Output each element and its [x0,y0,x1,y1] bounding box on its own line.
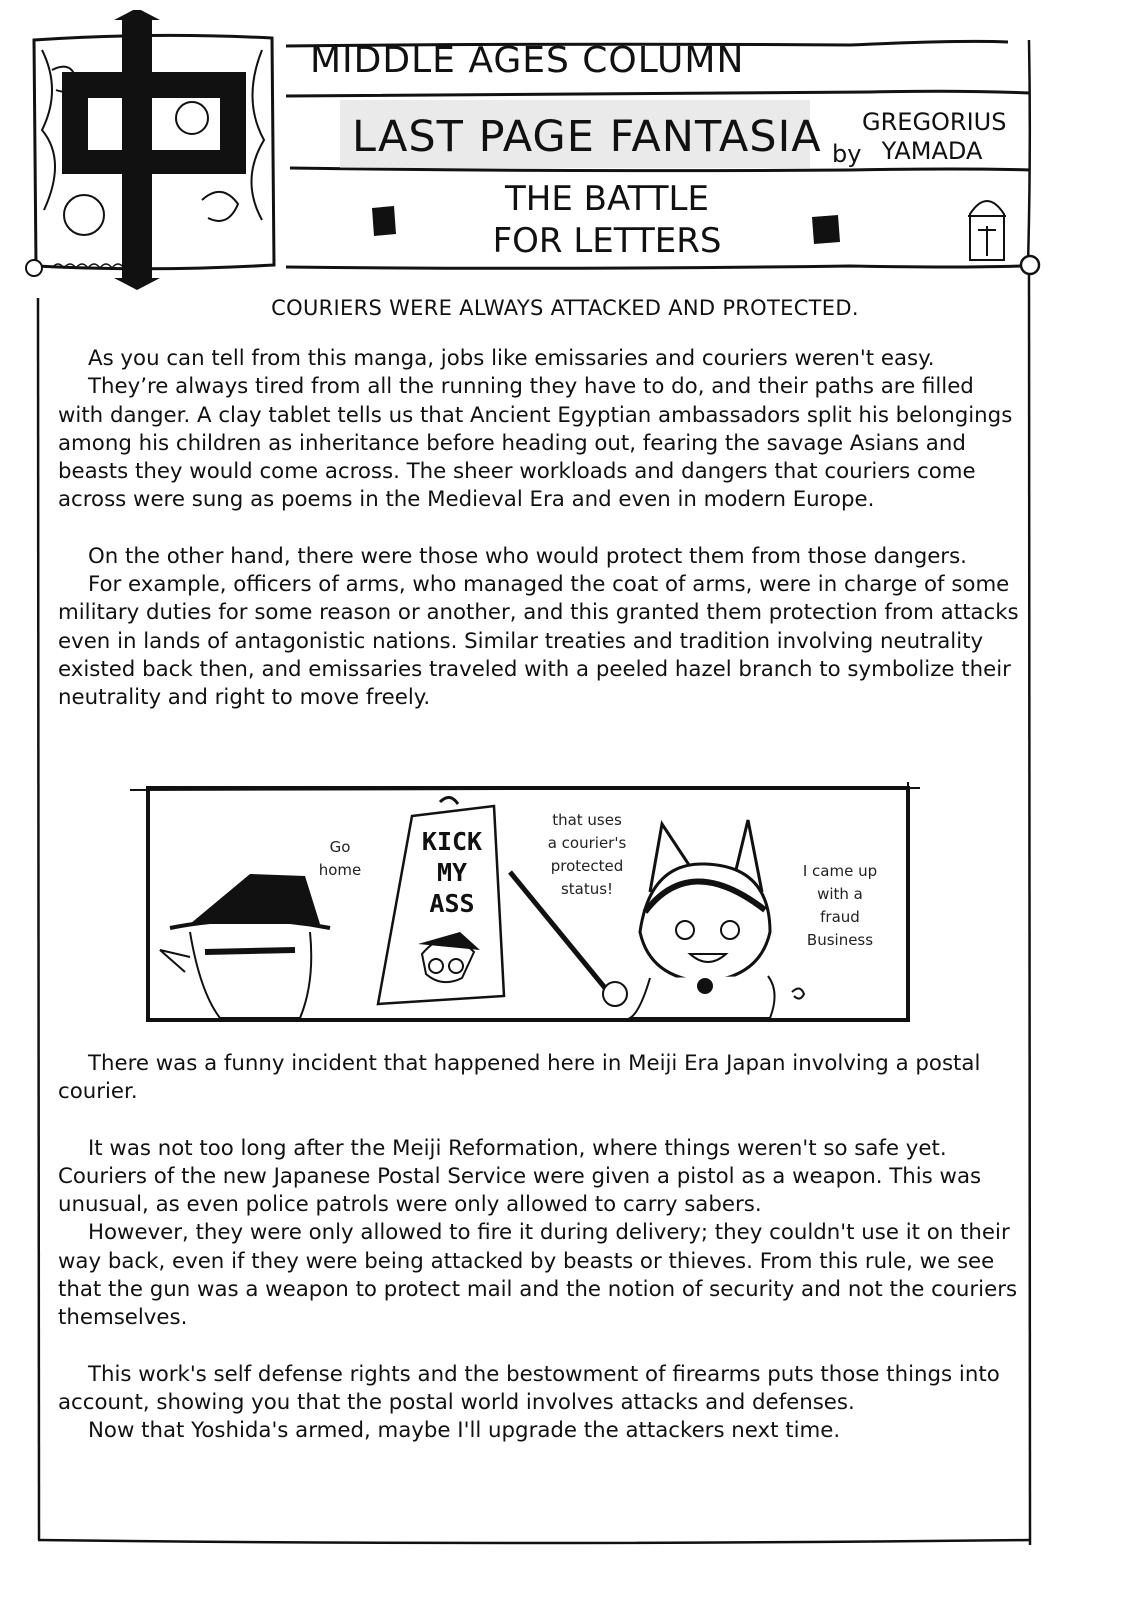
section-subheading: COURIERS WERE ALWAYS ATTACKED AND PROTECTED. [271,296,859,320]
illuminated-initial-logo [22,10,284,290]
subtitle-line-2: FOR LETTERS [492,221,722,261]
sign-kick-my-ass [410,826,494,919]
speech-text: fraud [820,908,860,926]
speech-text: home [318,861,362,879]
main-title: LAST PAGE FANTASIA [352,112,822,162]
paragraph: They’re always tired from all the running they have to do, and their paths are filled with danger. A clay tablet tells us that Ancient Egyptian ambassadors split his belongings among his children as inheritance before heading out, fearing the savage Asians and beasts they would come across. The sheer workloads and dangers that couriers come across were sung as poems in the Medieval Era and even in modern Europe. [58,374,1013,513]
speech-text: Go [329,838,351,856]
paragraph: For example, officers of arms, who managed the coat of arms, were in charge of some military duties for some reason or another, and this granted them protection from attacks even in lands of antagonistic nations. Similar treaties and tradition involving neutrality existed back then, and emissaries traveled with a peeled hazel branch to symbolize their neutrality and right to move freely. [58,572,1019,711]
author-name [862,108,1007,166]
paragraph: This work's self defense rights and the bestowment of firearms puts those things into account, showing you that the postal world involves attacks and defenses. [58,1361,1000,1415]
speech-text: that uses [552,811,622,829]
speech-text: I came up [802,862,878,880]
column-title: MIDDLE AGES COLUMN [310,40,745,81]
speech-protected-status [528,809,646,901]
author-line-1: GREGORIUS [862,108,1007,136]
article-body-part-2 [58,1050,1023,1446]
paragraph: On the other hand, there were those who would protect them from those dangers. [88,543,967,569]
paragraph: However, they were only allowed to fire it during delivery; they couldn't use it on their way back, even if they were being attacked by beasts or thieves. From this rule, we see that the gun was a weapon to protect mail and the notion of security and not the couriers themselves. [58,1220,1018,1331]
speech-text: status! [560,880,614,898]
paragraph: It was not too long after the Meiji Reformation, where things weren't so safe yet. Couriers of the new Japanese Postal Service were given a pistol as a weapon. This was unusual, as even police patrols were only allowed to carry sabers. [58,1135,982,1218]
subtitle-line-1: THE BATTLE [505,179,709,219]
speech-text: protected [550,857,624,875]
paragraph: As you can tell from this manga, jobs like emissaries and couriers weren't easy. [88,346,935,371]
sign-text: ASS [429,889,475,918]
author-by: by [832,140,862,168]
article-body-part-1 [58,345,1023,713]
paragraph: Now that Yoshida's armed, maybe I'll upgrade the attackers next time. [88,1418,841,1444]
paragraph: There was a funny incident that happened here in Meiji Era Japan involving a postal courier. [58,1051,981,1105]
sign-text: MY [436,858,468,887]
shaker-doodle-icon [962,186,1012,262]
article-subtitle [472,178,742,262]
speech-text: with a [817,885,863,903]
speech-text: a courier's [547,834,627,852]
author-line-2: YAMADA [881,137,983,165]
sign-text: KICK [421,827,483,856]
speech-go-home [300,836,380,882]
speech-fraud-business [786,860,894,952]
speech-text: Business [806,931,874,949]
